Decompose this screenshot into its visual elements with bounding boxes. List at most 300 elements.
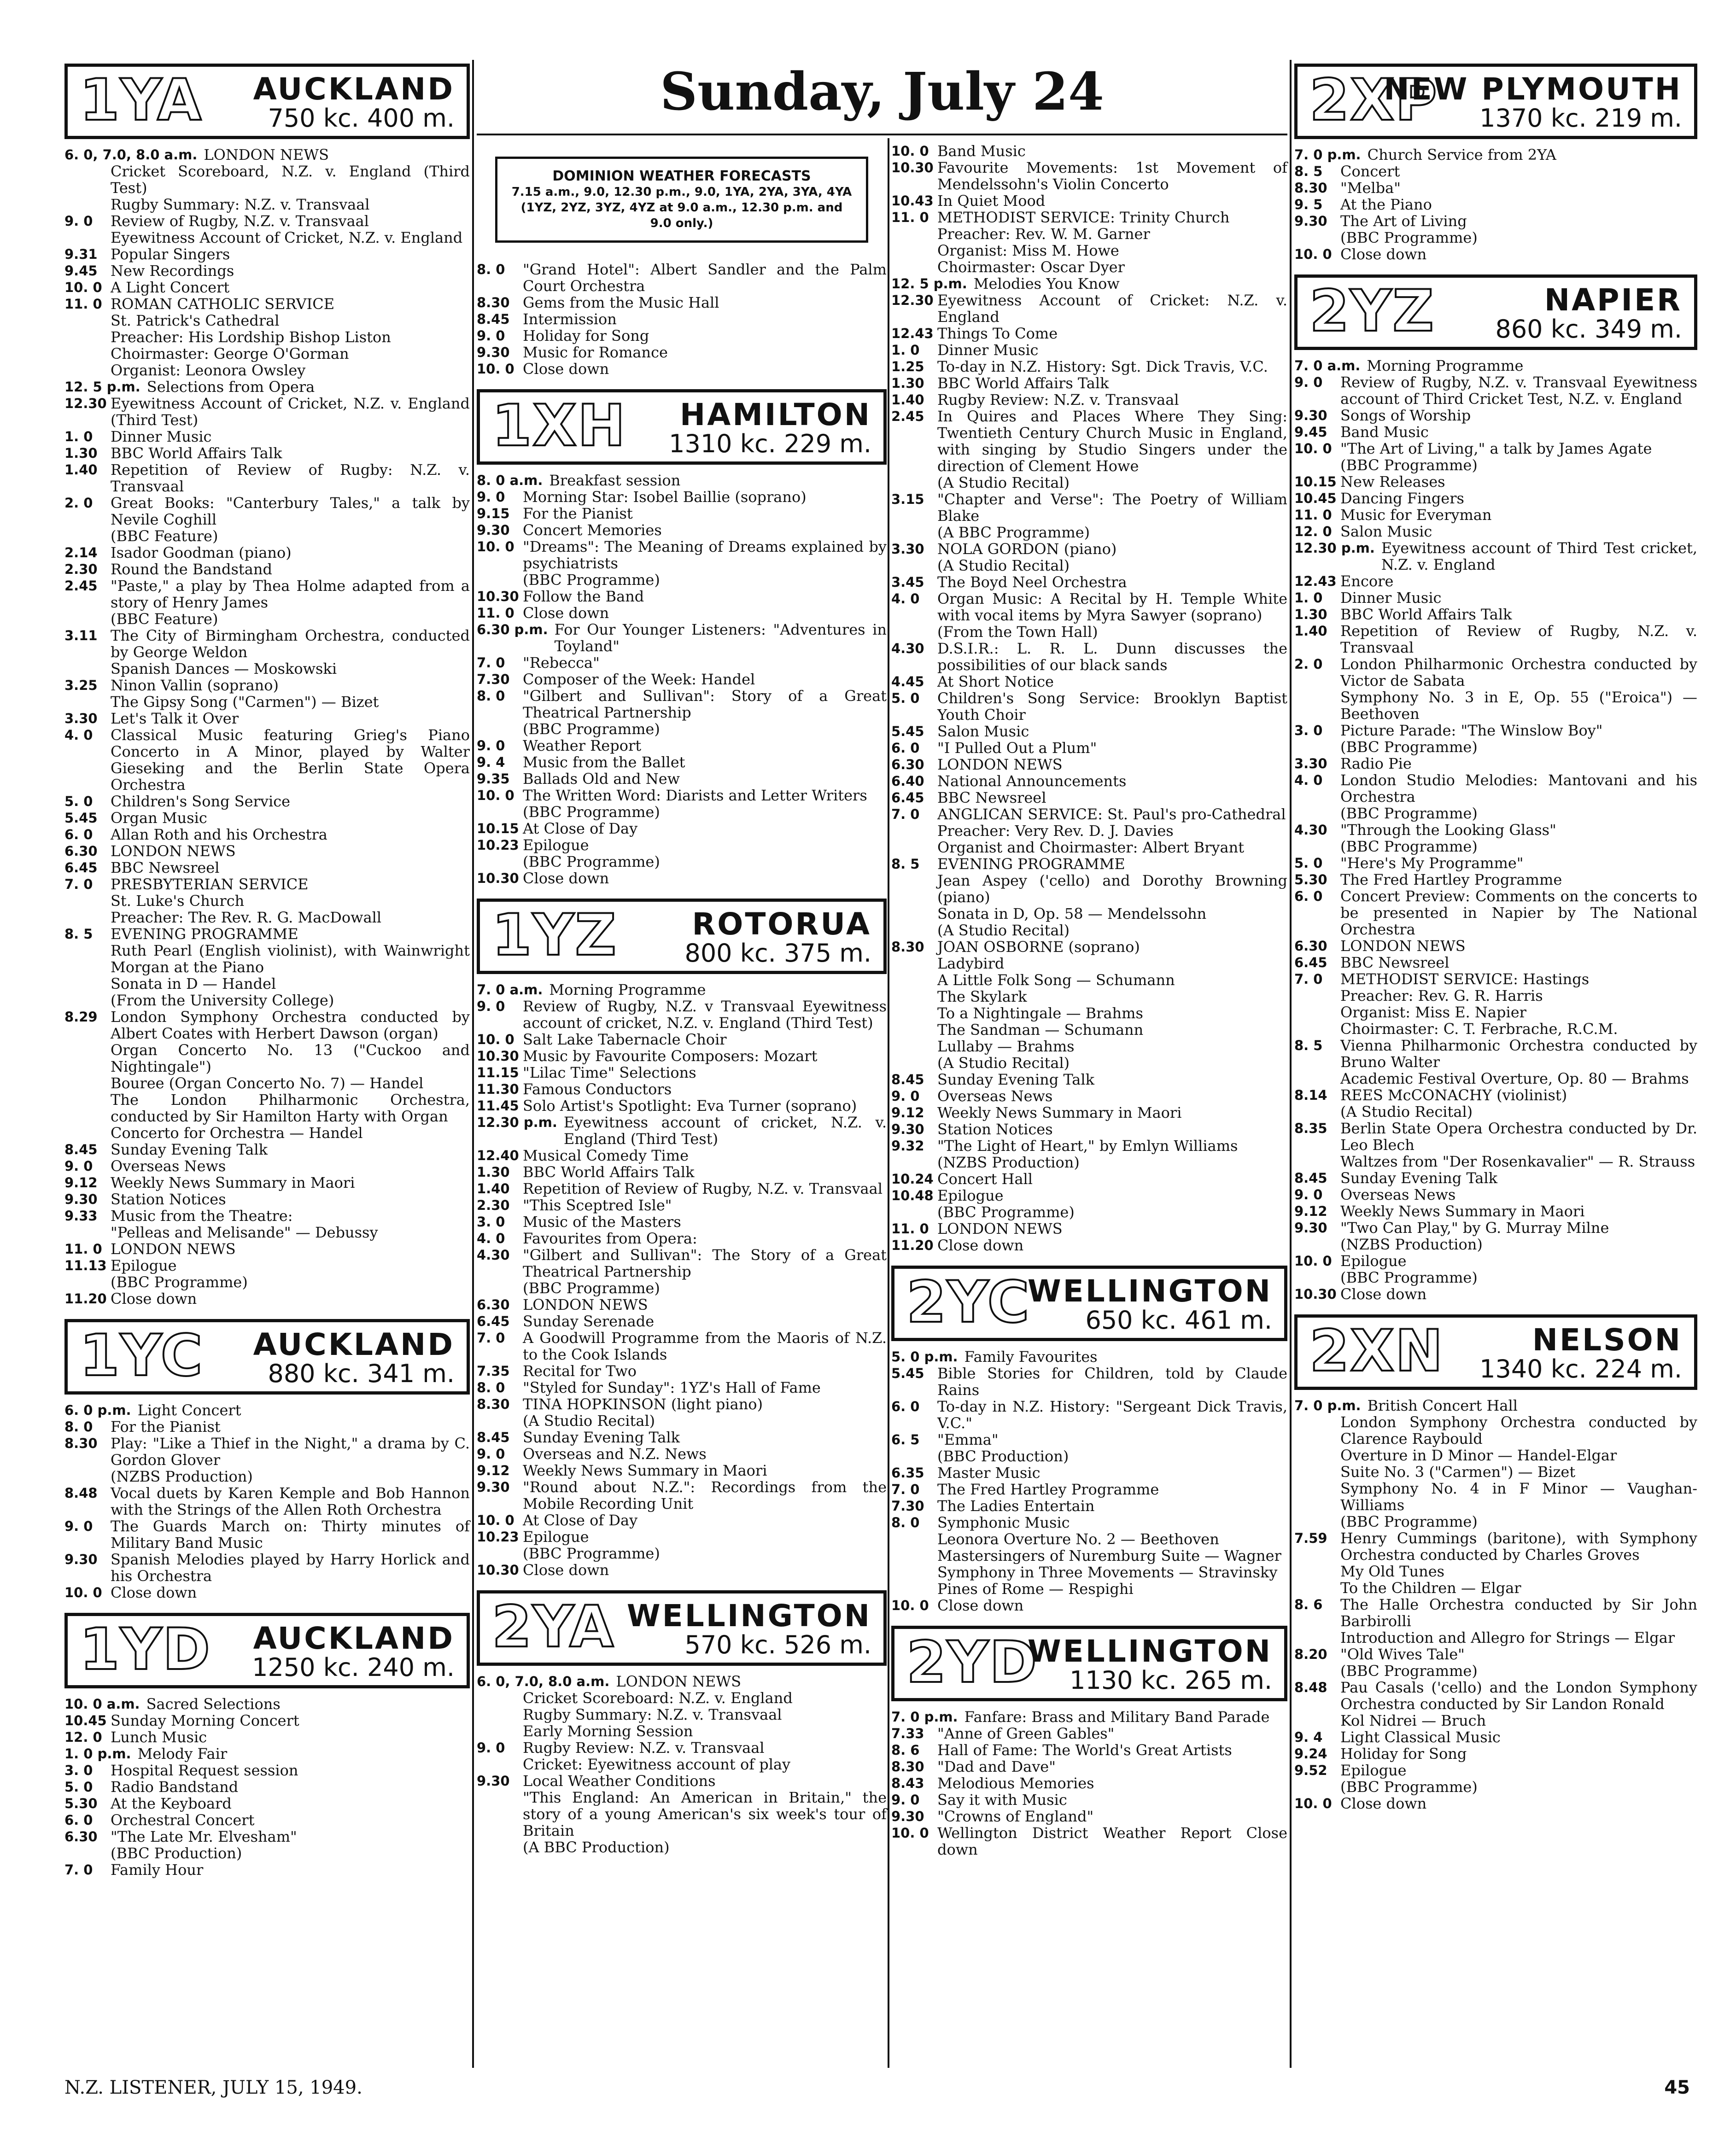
schedule-entry [477, 294, 887, 311]
schedule-entry [64, 859, 470, 876]
schedule-entry [891, 939, 1287, 955]
entry-time: 11.20 [64, 1291, 107, 1307]
column-rule [1290, 60, 1292, 2068]
schedule-entry [64, 329, 470, 345]
entry-time [891, 1581, 937, 1597]
schedule-entry [64, 395, 470, 428]
entry-time: 9.30 [477, 344, 510, 360]
entry-time: 12.43 [1294, 573, 1337, 589]
schedule-entry [477, 1429, 887, 1446]
entry-text: Mastersingers of Nuremburg Suite — Wagner [937, 1547, 1281, 1564]
schedule-entry [1294, 971, 1697, 987]
schedule-entry [64, 544, 470, 561]
entry-text: ROMAN CATHOLIC SERVICE [111, 295, 335, 313]
entry-time: 9. 0 [477, 328, 505, 344]
entry-text: At Close of Day [523, 1512, 638, 1529]
entry-text: St. Luke's Church [111, 892, 245, 910]
entry-time: 7. 0 a.m. [477, 982, 543, 998]
entry-text: Sunday Evening Talk [1340, 1169, 1497, 1187]
entry-text: Isador Goodman (piano) [111, 544, 292, 561]
schedule-entry [64, 1862, 470, 1878]
schedule-entry [477, 621, 887, 654]
schedule-entry [64, 213, 470, 229]
schedule-entry [477, 588, 887, 605]
entry-text: "Chapter and Verse": The Poetry of William Blake [937, 490, 1287, 525]
schedule-entry [1294, 1530, 1697, 1563]
entry-time: 5.30 [64, 1796, 98, 1811]
schedule-entry [891, 756, 1287, 773]
station-frequency: 1370 kc. 219 m. [1479, 104, 1682, 133]
schedule-entry [891, 408, 1287, 474]
entry-time: 8. 0 a.m. [477, 473, 543, 488]
entry-time [891, 1204, 937, 1220]
entry-time: 8.43 [891, 1775, 924, 1791]
entry-time: 8. 6 [1294, 1597, 1323, 1612]
entry-text: Lullaby — Brahms [937, 1038, 1075, 1055]
entry-text: Music from the Ballet [523, 753, 685, 771]
entry-text: Cricket Scoreboard, N.Z. v. England (Third Test) [111, 163, 470, 197]
entry-text: Academic Festival Overture, Op. 80 — Brahms [1340, 1070, 1689, 1087]
column-3 [891, 143, 1287, 1858]
entry-time: 6.30 [477, 1297, 510, 1313]
entry-time: 9.30 [477, 522, 510, 538]
schedule-entry [64, 727, 470, 793]
schedule-entry [891, 193, 1287, 209]
entry-time: 9.45 [64, 263, 98, 279]
entry-text: Family Favourites [964, 1348, 1098, 1366]
entry-text: British Concert Hall [1367, 1397, 1518, 1414]
schedule-entry [64, 660, 470, 677]
entry-time: 9. 0 [1294, 374, 1323, 390]
station-call-sign: 2XP [1309, 67, 1438, 134]
entry-text: Preacher: Rev. W. M. Garner [937, 225, 1150, 243]
entry-text: London Philharmonic Orchestra conducted by Victor de Sabata [1340, 655, 1697, 689]
schedule-entry [1294, 987, 1697, 1004]
entry-text: In Quiet Mood [937, 192, 1046, 210]
entry-text: BBC Newsreel [1340, 954, 1450, 971]
entry-text: Review of Rugby, N.Z. v. Transvaal [111, 212, 369, 230]
entry-text: Salon Music [937, 723, 1029, 740]
entry-time: 10. 0 [477, 361, 514, 377]
entry-text: "Round about N.Z.": Recordings from the Mobile Recording Unit [523, 1478, 887, 1512]
entry-text: (BBC Programme) [1340, 838, 1478, 855]
entry-text: Overseas News [111, 1157, 226, 1175]
schedule-entry [1294, 656, 1697, 689]
entry-text: Things To Come [937, 325, 1058, 342]
schedule-entry [477, 1756, 887, 1773]
entry-text: (BBC Production) [937, 1447, 1069, 1465]
entry-text: To the Children — Elgar [1340, 1579, 1521, 1597]
entry-time: 9. 4 [477, 754, 505, 770]
schedule-entry [1294, 888, 1697, 938]
schedule-entry [1294, 457, 1697, 473]
entry-time [64, 893, 111, 909]
schedule-entry [64, 1485, 470, 1518]
entry-time [891, 1531, 937, 1547]
entry-text: Choirmaster: C. T. Ferbrache, R.C.M. [1340, 1020, 1618, 1038]
entry-text: New Releases [1340, 473, 1445, 490]
entry-text: London Studio Melodies: Mantovani and his Orchestra [1340, 771, 1697, 805]
entry-time: 3.30 [64, 711, 98, 726]
schedule-entry [891, 1071, 1287, 1088]
schedule-entry [477, 1197, 887, 1214]
entry-time: 10. 0 [1294, 1796, 1332, 1811]
entry-text: LONDON NEWS [111, 842, 236, 860]
entry-time: 8.30 [891, 939, 924, 955]
schedule-entry [891, 557, 1287, 574]
entry-time: 11.20 [891, 1237, 934, 1253]
entry-text: Children's Song Service [111, 793, 291, 810]
entry-time [1294, 1513, 1340, 1530]
entry-text: PRESBYTERIAN SERVICE [111, 875, 309, 893]
entry-time [891, 624, 937, 640]
entry-text: Sunday Morning Concert [111, 1712, 299, 1729]
entry-time: 11.13 [64, 1258, 107, 1273]
entry-text: Fanfare: Brass and Military Band Parade [964, 1708, 1270, 1726]
entry-time: 3.30 [891, 541, 924, 557]
entry-time: 8.29 [64, 1009, 98, 1025]
entry-time [891, 557, 937, 574]
entry-text: D.S.I.R.: L. R. L. Dunn discusses the possibilities of our black sands [937, 640, 1287, 674]
entry-text: Concert Hall [937, 1170, 1033, 1188]
schedule-1yc [64, 1402, 470, 1601]
schedule-entry [64, 694, 470, 710]
schedule-entry [64, 263, 470, 279]
entry-text: Close down [523, 1561, 609, 1579]
entry-time: 4. 0 [477, 1231, 505, 1246]
schedule-entry [64, 362, 470, 379]
entry-text: Bouree (Organ Concerto No. 7) — Handel [111, 1074, 424, 1092]
schedule-entry [64, 1745, 470, 1762]
entry-text: "Grand Hotel": Albert Sandler and the Palm Court Orchestra [523, 261, 887, 295]
entry-time: 1.40 [891, 392, 924, 408]
entry-time [64, 611, 111, 627]
entry-time: 6.30 [1294, 938, 1327, 954]
entry-time: 9.15 [477, 506, 510, 521]
entry-time [891, 823, 937, 839]
entry-time [64, 1224, 111, 1241]
entry-text: Organist and Choirmaster: Albert Bryant [937, 839, 1245, 856]
entry-text: St. Patrick's Cathedral [111, 312, 280, 329]
schedule-entry [64, 1290, 470, 1307]
entry-time: 1. 0 [1294, 590, 1323, 606]
schedule-continued [477, 261, 887, 377]
schedule-2yd [891, 1709, 1287, 1858]
entry-text: Weekly News Summary in Maori [1340, 1202, 1585, 1220]
schedule-entry [477, 1562, 887, 1578]
schedule-2ya [477, 1673, 887, 1856]
entry-time: 10. 0 [891, 143, 929, 159]
entry-text: Church Service from 2YA [1367, 146, 1556, 163]
entry-text: Close down [1340, 245, 1427, 263]
entry-time: 9. 0 [1294, 1187, 1323, 1202]
schedule-entry [477, 311, 887, 327]
schedule-entry [1294, 623, 1697, 656]
schedule-entry [477, 1147, 887, 1164]
entry-text: "The Art of Living," a talk by James Agate [1340, 440, 1652, 457]
entry-time: 7.59 [1294, 1530, 1327, 1546]
entry-text: "Old Wives Tale" [1340, 1646, 1465, 1663]
entry-text: (A BBC Production) [523, 1839, 670, 1856]
entry-time: 7. 0 [891, 806, 920, 822]
footer-publication: N.Z. LISTENER, JULY 15, 1949. [64, 2077, 362, 2098]
entry-time: 8.48 [1294, 1680, 1327, 1695]
entry-time: 9. 0 [477, 1446, 505, 1462]
entry-time: 1.40 [64, 462, 98, 478]
schedule-entry [891, 1220, 1287, 1237]
entry-text: In Quires and Places Where They Sing: Twentieth Century Church Music in England, with singing by Studio Singers under the direction of Clement Howe [937, 408, 1287, 475]
schedule-entry [64, 1158, 470, 1174]
schedule-entry [891, 1808, 1287, 1825]
page-date-heading: Sunday, July 24 [660, 62, 1104, 122]
station-city: AUCKLAND [253, 1327, 455, 1362]
entry-time: 8.45 [477, 1430, 510, 1445]
entry-text: Cricket: Eyewitness account of play [523, 1756, 791, 1773]
entry-text: Jean Aspey ('cello) and Dorothy Browning (piano) [937, 872, 1287, 906]
schedule-entry [477, 1723, 887, 1739]
entry-time: 8.45 [477, 311, 510, 327]
schedule-entry [477, 1114, 887, 1147]
entry-time: 9. 4 [1294, 1729, 1323, 1745]
column-4 [1294, 60, 1697, 1812]
entry-text: Concert Memories [523, 521, 662, 539]
schedule-entry [64, 312, 470, 329]
entry-text: Dinner Music [937, 341, 1039, 359]
schedule-entry [1294, 1286, 1697, 1302]
station-frequency: 800 kc. 375 m. [684, 939, 871, 968]
entry-text: "Gilbert and Sullivan": Story of a Great Theatrical Partnership [523, 687, 887, 721]
entry-text: Pau Casals ('cello) and the London Symphony Orchestra conducted by Sir Landon Ronald [1340, 1679, 1697, 1713]
schedule-entry [64, 1208, 470, 1224]
entry-text: The City of Birmingham Orchestra, conducted by George Weldon [111, 627, 470, 661]
schedule-entry [477, 1545, 887, 1562]
entry-time: 12.30 [891, 292, 934, 308]
entry-text: Review of Rugby, N.Z. v. Transvaal Eyewitness account of Third Cricket Test, N.Z. v. England [1340, 374, 1697, 408]
entry-time [1294, 1464, 1340, 1480]
entry-text: "Pelleas and Melisande" — Debussy [111, 1224, 378, 1241]
entry-text: Suite No. 3 ("Carmen") — Bizet [1340, 1463, 1576, 1481]
entry-time: 6. 0 [1294, 888, 1323, 904]
entry-time: 7. 0 [477, 1330, 505, 1346]
entry-text: Bible Stories for Children, told by Claude Rains [937, 1365, 1287, 1399]
entry-text: EVENING PROGRAMME [937, 855, 1125, 873]
entry-text: Preacher: Rev. G. R. Harris [1340, 987, 1543, 1004]
schedule-entry [64, 1779, 470, 1795]
entry-text: (BBC Programme) [1340, 805, 1478, 822]
column-rule [472, 60, 474, 2068]
schedule-entry [891, 524, 1287, 541]
schedule-entry [64, 1241, 470, 1257]
entry-time: 8. 5 [1294, 1038, 1323, 1053]
schedule-entry [477, 688, 887, 721]
schedule-entry [891, 1398, 1287, 1431]
entry-time: 7.30 [891, 1498, 924, 1514]
schedule-entry [477, 1280, 887, 1296]
entry-text: Allan Roth and his Orchestra [111, 826, 327, 843]
entry-time: 7. 0 p.m. [891, 1709, 958, 1725]
entry-text: (BBC Programme) [1340, 1778, 1478, 1796]
schedule-entry [1294, 1269, 1697, 1286]
schedule-entry [891, 789, 1287, 806]
entry-time: 5. 0 [1294, 855, 1323, 871]
schedule-entry [477, 1789, 887, 1839]
entry-text: Symphony in Three Movements — Stravinsky [937, 1564, 1278, 1581]
entry-time: 4. 0 [891, 591, 920, 607]
entry-text: Choirmaster: George O'Gorman [111, 345, 349, 362]
station-call-sign: 1XH [492, 393, 626, 459]
schedule-entry [891, 1547, 1287, 1564]
entry-text: The Gipsy Song ("Carmen") — Bizet [111, 693, 379, 711]
entry-text: Let's Talk it Over [111, 710, 239, 727]
entry-time [891, 1547, 937, 1564]
schedule-entry [891, 1498, 1287, 1514]
entry-text: Music by Favourite Composers: Mozart [523, 1047, 818, 1065]
schedule-entry [64, 1009, 470, 1042]
entry-text: Local Weather Conditions [523, 1772, 716, 1790]
schedule-entry [477, 1529, 887, 1545]
schedule-entry [64, 1828, 470, 1845]
entry-time [891, 972, 937, 988]
entry-time: 10. 0 [1294, 441, 1332, 456]
schedule-entry [1294, 1070, 1697, 1087]
station-city: AUCKLAND [253, 1621, 455, 1656]
entry-time: 12. 5 p.m. [891, 276, 967, 292]
entry-text: Preacher: Very Rev. D. J. Davies [937, 822, 1174, 840]
entry-text: "I Pulled Out a Plum" [937, 739, 1097, 757]
entry-time: 8.45 [1294, 1170, 1327, 1186]
entry-text: For the Pianist [523, 505, 633, 522]
schedule-entry [1294, 1037, 1697, 1070]
station-2xp-banner [1294, 64, 1697, 139]
entry-text: Eyewitness Account of Cricket, N.Z. v. England (Third Test) [111, 395, 470, 429]
entry-time: 10.30 [477, 1562, 519, 1578]
station-city: WELLINGTON [1027, 1273, 1272, 1309]
entry-text: Favourite Movements: 1st Movement of Mendelssohn's Violin Concerto [937, 159, 1287, 193]
schedule-entry [1294, 1087, 1697, 1103]
entry-time [477, 1690, 523, 1706]
schedule-entry [477, 1739, 887, 1756]
entry-time: 7. 0 [891, 1482, 920, 1497]
entry-time [64, 1845, 111, 1862]
schedule-entry [64, 975, 470, 992]
entry-text: Sunday Evening Talk [111, 1141, 268, 1158]
entry-time: 7.30 [477, 671, 510, 687]
station-frequency: 750 kc. 400 m. [268, 104, 455, 133]
schedule-entry [64, 876, 470, 893]
weather-times: 7.15 a.m., 9.0, 12.30 p.m., 9.0, 1YA, 2YA, 3YA, 4YA (1YZ, 2YZ, 3YZ, 4YZ at 9.0 a.m., 12.30 p.m. and 9.0 only.) [511, 185, 852, 230]
entry-time: 11. 0 [477, 605, 514, 621]
entry-time: 10.45 [1294, 490, 1337, 506]
entry-time: 1.40 [477, 1181, 510, 1196]
entry-text: Band Music [937, 142, 1026, 160]
entry-text: Organ Music: A Recital by H. Temple White with vocal items by Myra Sawyer (soprano) [937, 590, 1287, 624]
schedule-entry [1294, 1120, 1697, 1153]
station-call-sign: 1YD [80, 1617, 211, 1683]
entry-time [64, 660, 111, 677]
entry-text: Review of Rugby, N.Z. v Transvaal Eyewitness account of cricket, N.Z. v. England (Third Test) [523, 998, 887, 1032]
entry-time [891, 955, 937, 972]
entry-time: 9. 0 [64, 1518, 93, 1534]
entry-time: 9.33 [64, 1208, 98, 1224]
schedule-entry [477, 538, 887, 572]
entry-text: Classical Music featuring Grieg's Piano Concerto in A Minor, played by Walter Gieseking and the Berlin State Opera Orchestra [111, 726, 470, 794]
entry-text: Organist: Miss E. Napier [1340, 1004, 1526, 1021]
station-city: NEW PLYMOUTH [1384, 71, 1682, 107]
schedule-entry [64, 1174, 470, 1191]
entry-text: National Announcements [937, 772, 1127, 790]
schedule-entry [891, 292, 1287, 325]
schedule-2yc [891, 1348, 1287, 1614]
entry-time [477, 1706, 523, 1723]
station-call-sign: 2YA [492, 1594, 615, 1660]
entry-text: METHODIST SERVICE: Trinity Church [937, 209, 1230, 226]
schedule-entry [64, 578, 470, 611]
schedule-entry [1294, 1236, 1697, 1253]
schedule-entry [477, 1690, 887, 1706]
entry-time: 3.25 [64, 677, 98, 693]
entry-time [1294, 1480, 1340, 1513]
entry-text: Overture in D Minor — Handel-Elgar [1340, 1447, 1617, 1464]
entry-text: Intermission [523, 310, 617, 328]
station-city: NAPIER [1544, 282, 1682, 318]
entry-time: 9. 0 [477, 1740, 505, 1756]
entry-text: Wellington District Weather Report Close down [937, 1824, 1287, 1858]
schedule-entry [891, 259, 1287, 275]
entry-time: 9. 0 [64, 213, 93, 229]
entry-time: 1.30 [64, 445, 98, 461]
entry-text: (A Studio Recital) [523, 1412, 655, 1430]
entry-text: (NZBS Production) [1340, 1236, 1483, 1253]
entry-text: For Our Younger Listeners: "Adventures in Toyland" [554, 621, 887, 655]
entry-time [477, 1545, 523, 1562]
entry-time: 10. 0 [477, 1512, 514, 1528]
entry-text: "Styled for Sunday": 1YZ's Hall of Fame [523, 1379, 821, 1396]
entry-text: BBC World Affairs Talk [937, 374, 1109, 392]
entry-text: Organist: Miss M. Howe [937, 242, 1119, 259]
entry-time: 9.52 [1294, 1763, 1327, 1778]
schedule-entry [64, 1551, 470, 1584]
entry-time: 1. 0 p.m. [64, 1746, 131, 1762]
entry-time: 10.30 [477, 870, 519, 886]
entry-time: 8.14 [1294, 1087, 1327, 1103]
entry-text: Ladybird [937, 955, 1005, 972]
entry-text: Ballads Old and New [523, 770, 680, 788]
schedule-entry [64, 942, 470, 975]
schedule-entry [891, 1709, 1287, 1725]
entry-text: Play: "Like a Thief in the Night," a drama by C. Gordon Glover [111, 1435, 470, 1469]
entry-text: Weather Report [523, 737, 642, 754]
schedule-entry [891, 541, 1287, 557]
entry-time: 8.20 [1294, 1646, 1327, 1662]
schedule-entry [477, 1379, 887, 1396]
entry-time: 7.35 [477, 1363, 510, 1379]
schedule-entry [1294, 1513, 1697, 1530]
entry-text: "Through the Looking Glass" [1340, 821, 1556, 839]
schedule-entry [891, 1088, 1287, 1104]
entry-time: 10. 0 [1294, 1253, 1332, 1269]
entry-time: 4.30 [1294, 822, 1327, 838]
entry-text: Close down [937, 1597, 1024, 1614]
entry-text: Master Music [937, 1464, 1040, 1482]
schedule-entry [64, 826, 470, 843]
entry-time [64, 196, 111, 213]
entry-time [891, 474, 937, 491]
schedule-entry [64, 345, 470, 362]
entry-text: Melodies You Know [973, 275, 1120, 292]
entry-text: Hall of Fame: The World's Great Artists [937, 1741, 1232, 1759]
schedule-entry [477, 327, 887, 344]
entry-time [1294, 739, 1340, 755]
